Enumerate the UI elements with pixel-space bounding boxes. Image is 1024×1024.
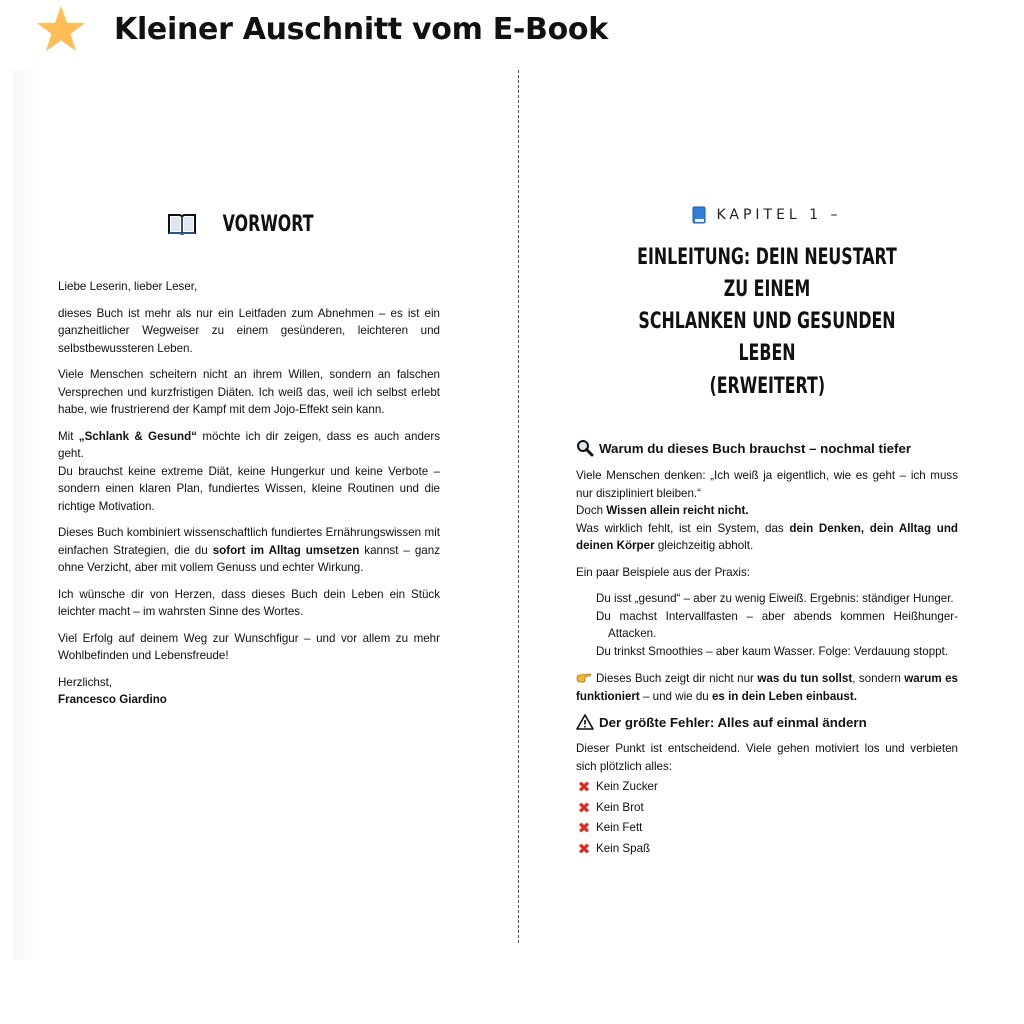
section-why-heading: [576, 439, 958, 457]
chapter-title: [576, 242, 958, 403]
right-page-kapitel-1: [576, 200, 958, 859]
forbidden-item: ✖ Kein Fett: [577, 819, 643, 837]
star-icon: [36, 5, 86, 53]
warning-icon: [576, 714, 594, 730]
section-why: [576, 439, 958, 705]
page-edge-shadow: [13, 70, 39, 960]
forbidden-item: ✖ Kein Brot: [577, 798, 644, 817]
chapter-title-line-2: SCHLANKEN UND GESUNDEN LEBEN: [638, 309, 896, 366]
example-item: Du machst Intervallfasten – aber abends kommen Heißhunger-Attacken.: [596, 609, 958, 640]
vorwort-paragraph: Mit „Schlank & Gesund“ möchte ich dir zeigen, dass es auch anders geht. Du brauchst keine extreme Diät, keine Hungerkur und keine Verbote – sondern einen klaren Plan, fundiertes Wissen, kleine Routinen und die richtige Motivation.: [58, 429, 441, 513]
vorwort-paragraph: dieses Buch ist mehr als nur ein Leitfaden zum Abnehmen – es ist ein ganzheitlicher Wegweiser zu einem gesünderen, leichteren und selbstbewussteren Leben.: [58, 306, 440, 355]
section-mistake-title: Der größte Fehler: Alles auf einmal ändern: [599, 714, 867, 730]
pointing-hand-icon: [576, 672, 596, 685]
section-why-paragraph: Viele Menschen denken: „Ich weiß ja eigentlich, wie es geht – ich muss nur diszipliniert bleiben.“ Doch Wissen allein reicht nicht. Was wirklich fehlt, ist ein System, das dein Denken, dein Alltag und deinen Körper gleichzeitig abholt.: [576, 469, 958, 552]
red-x-icon: ✖: [577, 819, 591, 837]
vorwort-paragraph: Dieses Buch kombiniert wissenschaftlich fundiertes Ernährungswissen mit einfachen Strategien, die du sofort im Alltag umsetzen kannst – ganz ohne Verzicht, aber mit vollem Genuss und echter Wirkung.: [58, 526, 440, 574]
vorwort-paragraph: Viel Erfolg auf deinem Weg zur Wunschfigur – und vor allem zu mehr Wohlbefinden und Lebensfreude!: [58, 631, 440, 662]
vorwort-paragraph: Herzlichst, Francesco Giardino: [58, 675, 167, 706]
header: [0, 0, 1024, 68]
kapitel-label-row: [576, 204, 958, 226]
page-divider: [518, 70, 519, 943]
callout-paragraph: Dieses Buch zeigt dir nicht nur was du tun sollst, sondern warum es funktioniert – und wie du es in dein Leben einbaust.: [576, 672, 959, 703]
forbidden-list: [576, 777, 958, 859]
vorwort-paragraph: Liebe Leserin, lieber Leser,: [58, 280, 198, 293]
vorwort-paragraph: Ich wünsche dir von Herzen, dass dieses Buch dein Leben ein Stück leichter macht – im wahrsten Sinne des Wortes.: [58, 587, 440, 618]
examples-list: [576, 590, 958, 660]
red-x-icon: ✖: [577, 778, 591, 796]
forbidden-item: ✖ Kein Zucker: [577, 778, 658, 796]
example-item: Du trinkst Smoothies – aber kaum Wasser. Folge: Verdauung stoppt.: [596, 644, 949, 658]
red-x-icon: ✖: [577, 839, 591, 858]
magnifier-icon: [576, 439, 594, 457]
red-x-icon: ✖: [577, 798, 591, 817]
vorwort-title: VORWORT: [222, 211, 314, 237]
vorwort-body: [58, 278, 440, 709]
chapter-title-line-3: (ERWEITERT): [709, 374, 825, 399]
vorwort-paragraph: Viele Menschen scheitern nicht an ihrem Willen, sondern an falschen Versprechen und kurzfristigen Diäten. Ich weiß das, weil ich selbst erlebt habe, wie frustrierend der Kampf mit dem Jojo-Effekt sein kann.: [58, 368, 440, 416]
forbidden-item: ✖ Kein Spaß: [577, 839, 651, 858]
kapitel-label: KAPITEL 1 –: [716, 207, 842, 223]
example-item: Du isst „gesund“ – aber zu wenig Eiweiß. Ergebnis: ständiger Hunger.: [596, 592, 954, 605]
section-mistake-paragraph: Dieser Punkt ist entscheidend. Viele gehen motiviert los und verbieten sich plötzlich alles:: [576, 742, 958, 773]
section-mistake: [576, 714, 958, 859]
section-mistake-heading: [576, 714, 958, 730]
open-book-icon: [167, 212, 197, 236]
section-why-title: Warum du dieses Buch brauchst – nochmal tiefer: [599, 440, 912, 456]
vorwort-heading: [58, 208, 440, 240]
blue-book-icon: [692, 206, 706, 224]
left-page-vorwort: [58, 200, 440, 718]
chapter-title-line-1: EINLEITUNG: DEIN NEUSTART ZU EINEM: [637, 245, 897, 302]
examples-intro: Ein paar Beispiele aus der Praxis:: [576, 565, 750, 579]
header-title: Kleiner Auschnitt vom E-Book: [114, 12, 608, 47]
